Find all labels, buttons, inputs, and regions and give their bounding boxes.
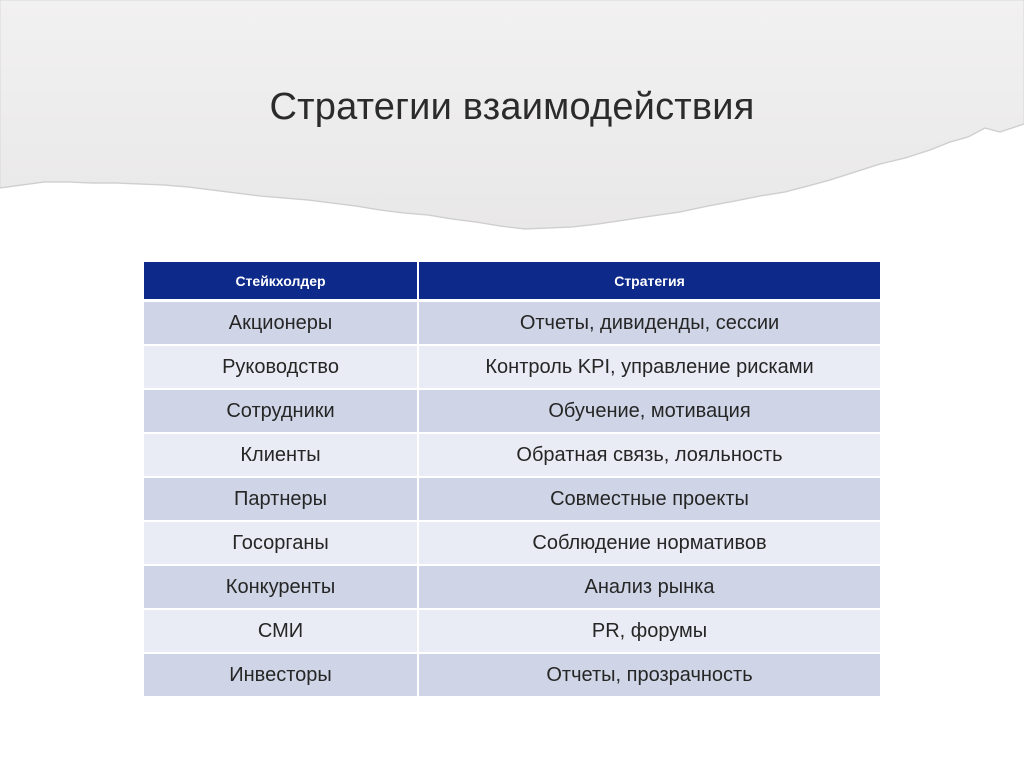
- table-row: [144, 521, 880, 565]
- strategy-cell: PR, форумы: [418, 609, 880, 653]
- stakeholder-cell: Клиенты: [144, 433, 418, 477]
- stakeholder-strategy-table: [144, 262, 880, 698]
- table-row: [144, 477, 880, 521]
- table-header-row: [144, 262, 880, 301]
- strategy-cell: Отчеты, дивиденды, сессии: [418, 301, 880, 346]
- stakeholder-cell: Инвесторы: [144, 653, 418, 697]
- table-row: [144, 301, 880, 346]
- table-row: [144, 653, 880, 697]
- strategy-cell: Контроль KPI, управление рисками: [418, 345, 880, 389]
- stakeholder-cell: Акционеры: [144, 301, 418, 346]
- table-row: [144, 345, 880, 389]
- strategy-cell: Обратная связь, лояльность: [418, 433, 880, 477]
- strategy-cell: Обучение, мотивация: [418, 389, 880, 433]
- stakeholder-cell: Сотрудники: [144, 389, 418, 433]
- strategy-cell: Анализ рынка: [418, 565, 880, 609]
- slide-title: Стратегии взаимодействия: [269, 86, 755, 128]
- table-row: [144, 433, 880, 477]
- table-row: [144, 609, 880, 653]
- table-row: [144, 565, 880, 609]
- table-row: [144, 389, 880, 433]
- stakeholder-table-container: [144, 262, 880, 698]
- stakeholder-cell: СМИ: [144, 609, 418, 653]
- strategy-cell: Совместные проекты: [418, 477, 880, 521]
- stakeholder-cell: Партнеры: [144, 477, 418, 521]
- stakeholder-cell: Конкуренты: [144, 565, 418, 609]
- column-header-stakeholder: Стейкхолдер: [144, 262, 418, 301]
- stakeholder-cell: Госорганы: [144, 521, 418, 565]
- stakeholder-cell: Руководство: [144, 345, 418, 389]
- column-header-strategy: Стратегия: [418, 262, 880, 301]
- strategy-cell: Отчеты, прозрачность: [418, 653, 880, 697]
- strategy-cell: Соблюдение нормативов: [418, 521, 880, 565]
